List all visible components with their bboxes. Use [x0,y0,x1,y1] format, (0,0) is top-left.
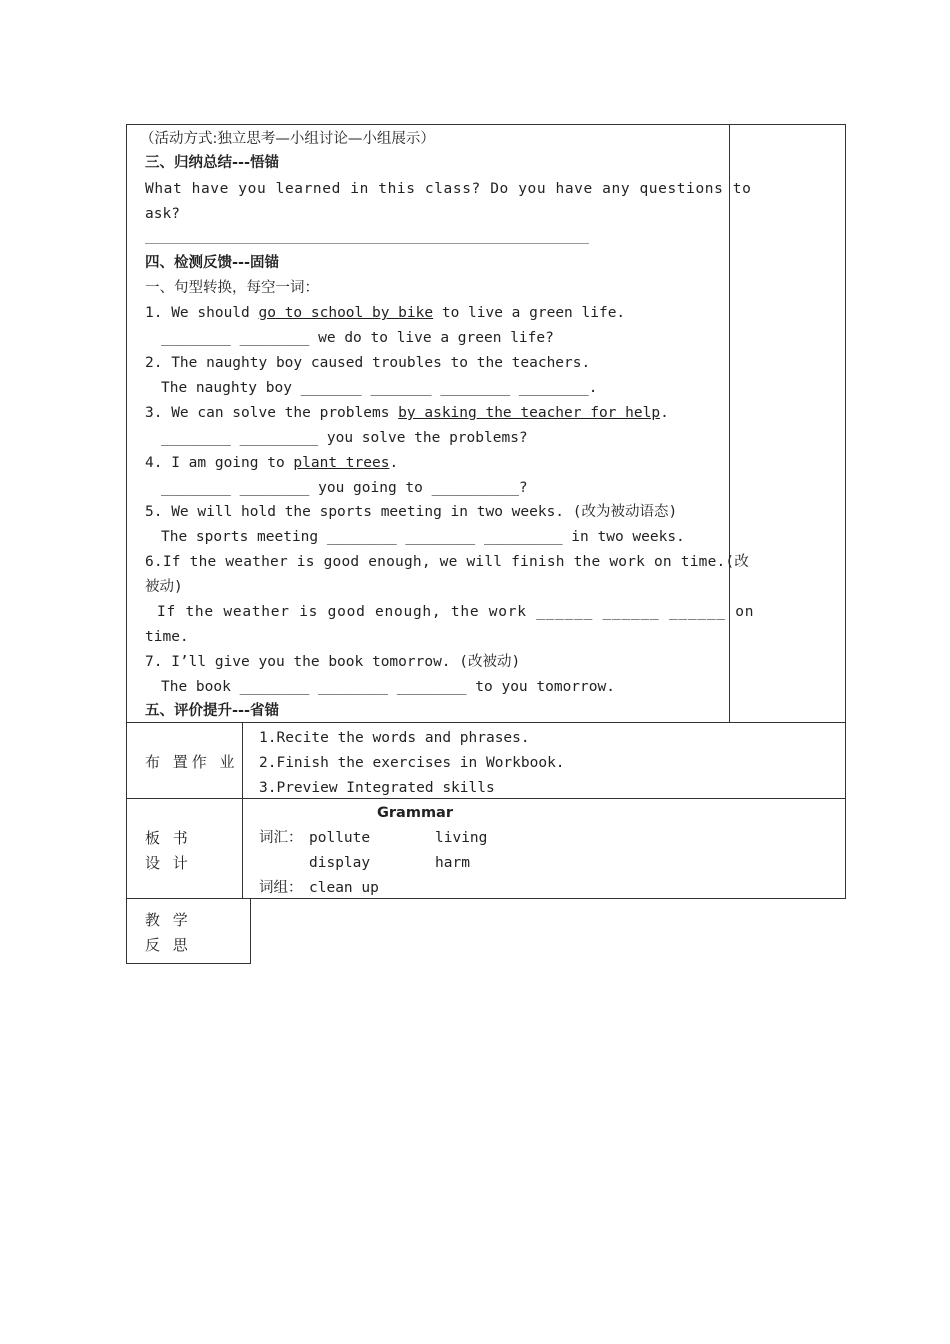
phrase-1: clean up [309,880,379,896]
answer-7: The book ________ ________ ________ to you tomorrow. [161,679,615,695]
answer-2: The naughty boy _______ _______ ________ ________. [161,380,598,396]
reflection-label-2: 反 思 [145,936,192,954]
exercise-title: 一、句型转换，每空一词： [145,280,319,296]
question-4-underlined: plant trees [293,455,390,471]
question-6-line2: 被动) [145,579,183,595]
summary-question-line1: What have you learned in this class? Do you have any questions to [145,181,752,197]
homework-label: 布 置作 业 [145,753,239,771]
answer-3: ________ _________ you solve the problems? [161,430,528,446]
phrase-label: 词组： [259,880,303,896]
answer-5: The sports meeting ________ ________ _________ in two weeks. [161,529,685,545]
right-column-divider [729,124,730,722]
question-1: 1. We should go to school by bike to live a green life. [145,305,626,321]
vocab-4: harm [435,855,470,871]
homework-item-3: 3.Preview Integrated skills [259,780,495,796]
board-design-row [126,798,846,899]
label-column-divider [242,722,243,899]
question-6-line1: 6.If the weather is good enough, we will finish the work on time.(改 [145,554,750,570]
homework-item-2: 2.Finish the exercises in Workbook. [259,755,565,771]
summary-question-line2: ask? [145,206,180,222]
board-title: Grammar [377,805,453,821]
question-7: 7. I’ll give you the book tomorrow. (改被动) [145,654,521,670]
homework-item-1: 1.Recite the words and phrases. [259,730,530,746]
answer-line [145,243,589,244]
summary-heading: 三、归纳总结---悟锚 [145,155,280,171]
question-2: 2. The naughty boy caused troubles to the teachers. [145,355,591,371]
check-heading: 四、检测反馈---固锚 [145,255,280,271]
vocab-2: living [435,830,488,846]
reflection-row [126,898,251,964]
lesson-activity-cell [126,124,846,723]
answer-1: ________ ________ we do to live a green life? [161,330,554,346]
question-3: 3. We can solve the problems by asking the teacher for help. [145,405,669,421]
question-4: 4. I am going to plant trees. [145,455,399,471]
question-3-underlined: by asking the teacher for help [398,405,661,421]
vocab-1: pollute [309,830,371,846]
reflection-label-1: 教 学 [145,911,192,929]
answer-6-line1: If the weather is good enough, the work ______ ______ ______ on [157,604,755,620]
question-1-underlined: go to school by bike [258,305,434,321]
board-label-2: 设 计 [145,854,192,872]
question-5: 5. We will hold the sports meeting in two weeks. (改为被动语态) [145,504,678,520]
activity-mode: （活动方式:独立思考—小组讨论—小组展示） [140,131,435,147]
answer-4: ________ ________ you going to __________? [161,480,528,496]
vocab-label: 词汇： [259,830,303,846]
vocab-3: display [309,855,371,871]
answer-6-line2: time. [145,629,189,645]
evaluation-heading: 五、评价提升---省锚 [145,703,280,719]
board-label-1: 板 书 [145,829,192,847]
